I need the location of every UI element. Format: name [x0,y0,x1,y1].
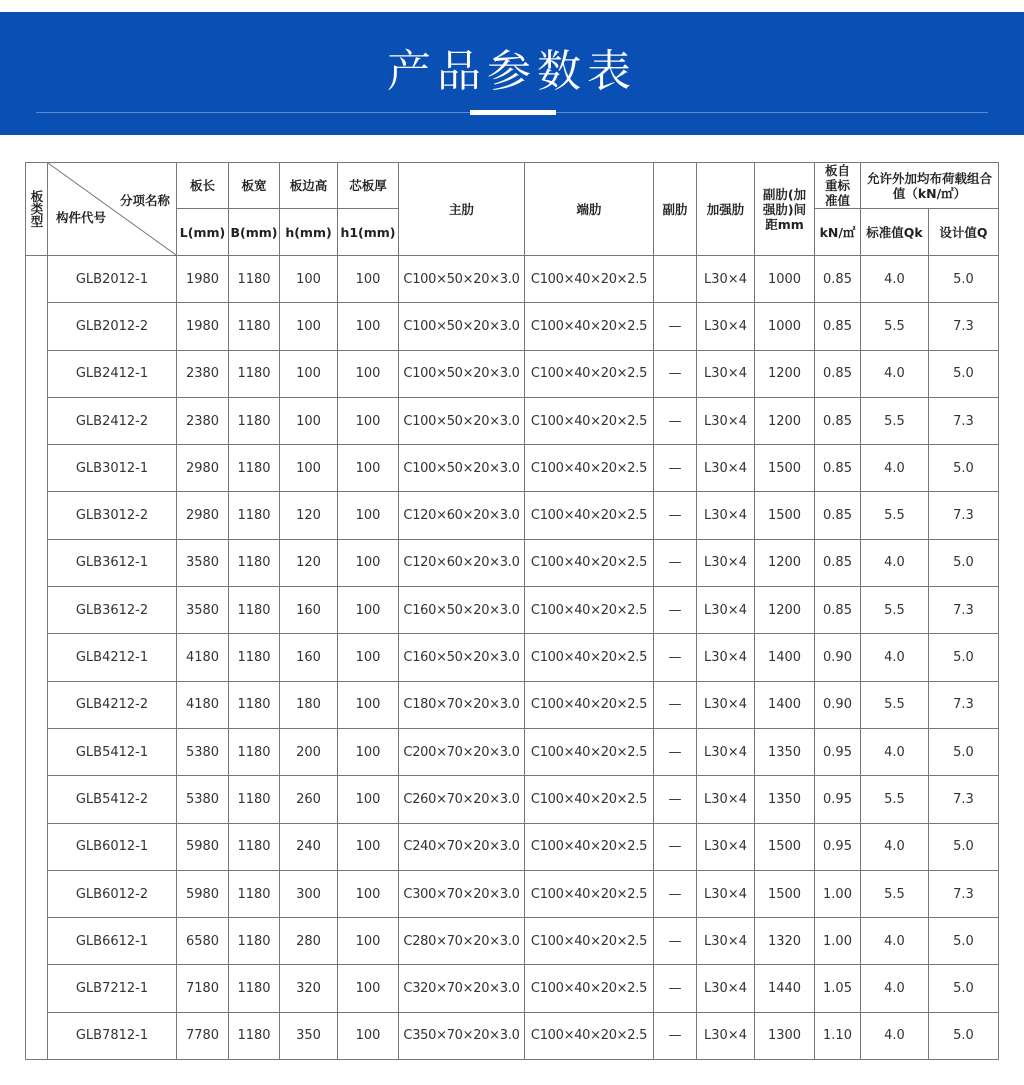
row-load-standard: 5.5 [861,681,929,728]
header-self-weight-unit: kN/㎡ [815,209,861,256]
header-diagonal-cell [48,163,177,256]
row-component-code: GLB6012-1 [48,823,177,870]
banner-accent-bar [470,110,556,115]
row-self-weight: 0.95 [815,728,861,775]
row-main-rib: C100×50×20×3.0 [399,303,525,350]
row-core-thickness: 100 [338,965,399,1012]
row-rib-spacing: 1320 [755,918,815,965]
table-row [26,539,999,586]
row-width: 1180 [229,870,280,917]
row-stiffener: L30×4 [697,492,755,539]
row-main-rib: C120×60×20×3.0 [399,539,525,586]
row-self-weight: 0.85 [815,587,861,634]
row-rib-spacing: 1400 [755,681,815,728]
row-width: 1180 [229,350,280,397]
row-load-design: 5.0 [929,918,999,965]
table-row [26,1012,999,1059]
row-stiffener: L30×4 [697,965,755,1012]
table-row [26,918,999,965]
row-width: 1180 [229,823,280,870]
table-body [26,256,999,1060]
title-banner [0,12,1024,135]
row-core-thickness: 100 [338,634,399,681]
row-secondary-rib: — [654,823,697,870]
row-stiffener: L30×4 [697,539,755,586]
row-rib-spacing: 1200 [755,539,815,586]
header-component-code: 构件代号 [56,210,107,225]
row-rib-spacing: 1000 [755,256,815,303]
header-main-rib: 主肋 [399,163,525,256]
row-load-design: 5.0 [929,728,999,775]
row-load-design: 7.3 [929,870,999,917]
row-rib-spacing: 1500 [755,870,815,917]
row-stiffener: L30×4 [697,397,755,444]
row-component-code: GLB3012-2 [48,492,177,539]
row-self-weight: 0.85 [815,303,861,350]
row-main-rib: C100×50×20×3.0 [399,256,525,303]
row-width: 1180 [229,445,280,492]
row-load-design: 5.0 [929,965,999,1012]
row-end-rib: C100×40×20×2.5 [525,870,654,917]
row-load-design: 7.3 [929,587,999,634]
row-edge-height: 160 [280,587,338,634]
row-length: 1980 [177,303,229,350]
row-length: 2980 [177,492,229,539]
table-row [26,492,999,539]
header-load-standard: 标准值Qk [861,209,929,256]
row-stiffener: L30×4 [697,634,755,681]
row-stiffener: L30×4 [697,445,755,492]
row-stiffener: L30×4 [697,823,755,870]
row-main-rib: C280×70×20×3.0 [399,918,525,965]
row-rib-spacing: 1500 [755,823,815,870]
row-edge-height: 160 [280,634,338,681]
row-self-weight: 1.10 [815,1012,861,1059]
row-stiffener: L30×4 [697,350,755,397]
row-main-rib: C100×50×20×3.0 [399,397,525,444]
row-rib-spacing: 1000 [755,303,815,350]
row-end-rib: C100×40×20×2.5 [525,539,654,586]
row-component-code: GLB3612-1 [48,539,177,586]
row-length: 2380 [177,350,229,397]
row-load-design: 7.3 [929,492,999,539]
row-secondary-rib: — [654,681,697,728]
row-self-weight: 0.95 [815,823,861,870]
row-core-thickness: 100 [338,445,399,492]
row-self-weight: 0.85 [815,397,861,444]
row-core-thickness: 100 [338,728,399,775]
row-edge-height: 100 [280,350,338,397]
row-length: 2380 [177,397,229,444]
row-component-code: GLB6012-2 [48,870,177,917]
row-self-weight: 1.05 [815,965,861,1012]
row-edge-height: 200 [280,728,338,775]
row-stiffener: L30×4 [697,870,755,917]
row-rib-spacing: 1350 [755,776,815,823]
row-length: 6580 [177,918,229,965]
row-rib-spacing: 1200 [755,587,815,634]
row-width: 1180 [229,492,280,539]
row-end-rib: C100×40×20×2.5 [525,681,654,728]
row-end-rib: C100×40×20×2.5 [525,776,654,823]
row-secondary-rib: — [654,728,697,775]
header-stiffener: 加强肋 [697,163,755,256]
row-length: 5380 [177,728,229,775]
row-core-thickness: 100 [338,350,399,397]
table-row [26,634,999,681]
header-item-name: 分项名称 [119,193,170,208]
row-edge-height: 100 [280,256,338,303]
table-row [26,350,999,397]
row-length: 3580 [177,539,229,586]
header-board-type: 板类型 [26,163,48,256]
row-core-thickness: 100 [338,823,399,870]
parameter-table [25,162,999,1060]
header-load-design: 设计值Q [929,209,999,256]
row-secondary-rib [654,256,697,303]
row-main-rib: C120×60×20×3.0 [399,492,525,539]
row-main-rib: C160×50×20×3.0 [399,634,525,681]
row-length: 1980 [177,256,229,303]
row-rib-spacing: 1400 [755,634,815,681]
row-core-thickness: 100 [338,397,399,444]
row-load-standard: 5.5 [861,870,929,917]
row-component-code: GLB3612-2 [48,587,177,634]
row-self-weight: 0.85 [815,350,861,397]
row-component-code: GLB5412-1 [48,728,177,775]
row-self-weight: 1.00 [815,870,861,917]
row-secondary-rib: — [654,587,697,634]
row-load-standard: 4.0 [861,350,929,397]
row-width: 1180 [229,634,280,681]
row-end-rib: C100×40×20×2.5 [525,256,654,303]
row-component-code: GLB7812-1 [48,1012,177,1059]
row-load-standard: 5.5 [861,587,929,634]
row-secondary-rib: — [654,539,697,586]
row-component-code: GLB7212-1 [48,965,177,1012]
row-load-standard: 4.0 [861,823,929,870]
row-self-weight: 0.85 [815,492,861,539]
row-secondary-rib: — [654,492,697,539]
row-load-design: 5.0 [929,350,999,397]
table-row [26,870,999,917]
row-rib-spacing: 1500 [755,445,815,492]
row-end-rib: C100×40×20×2.5 [525,728,654,775]
row-stiffener: L30×4 [697,1012,755,1059]
row-load-standard: 5.5 [861,397,929,444]
row-load-standard: 5.5 [861,776,929,823]
row-component-code: GLB2012-2 [48,303,177,350]
row-component-code: GLB3012-1 [48,445,177,492]
row-end-rib: C100×40×20×2.5 [525,303,654,350]
row-end-rib: C100×40×20×2.5 [525,587,654,634]
row-width: 1180 [229,256,280,303]
row-core-thickness: 100 [338,1012,399,1059]
row-main-rib: C180×70×20×3.0 [399,681,525,728]
row-edge-height: 120 [280,539,338,586]
header-end-rib: 端肋 [525,163,654,256]
row-component-code: GLB4212-1 [48,634,177,681]
table-row [26,397,999,444]
row-secondary-rib: — [654,918,697,965]
board-type-cell [26,256,48,1060]
row-self-weight: 0.85 [815,445,861,492]
header-row-1 [26,163,999,209]
row-main-rib: C100×50×20×3.0 [399,445,525,492]
row-load-standard: 4.0 [861,256,929,303]
row-rib-spacing: 1300 [755,1012,815,1059]
row-length: 4180 [177,681,229,728]
row-rib-spacing: 1350 [755,728,815,775]
row-edge-height: 260 [280,776,338,823]
header-core-thickness-unit: h1(mm) [338,209,399,256]
row-secondary-rib: — [654,350,697,397]
row-main-rib: C160×50×20×3.0 [399,587,525,634]
row-edge-height: 100 [280,303,338,350]
row-load-design: 7.3 [929,397,999,444]
row-load-standard: 4.0 [861,539,929,586]
row-component-code: GLB5412-2 [48,776,177,823]
row-edge-height: 240 [280,823,338,870]
row-main-rib: C350×70×20×3.0 [399,1012,525,1059]
row-end-rib: C100×40×20×2.5 [525,445,654,492]
row-main-rib: C200×70×20×3.0 [399,728,525,775]
row-self-weight: 0.85 [815,539,861,586]
row-length: 7780 [177,1012,229,1059]
table-row [26,587,999,634]
row-load-design: 5.0 [929,256,999,303]
row-length: 2980 [177,445,229,492]
row-secondary-rib: — [654,1012,697,1059]
row-load-standard: 4.0 [861,634,929,681]
row-end-rib: C100×40×20×2.5 [525,918,654,965]
row-length: 5380 [177,776,229,823]
table-row [26,823,999,870]
row-edge-height: 280 [280,918,338,965]
row-edge-height: 300 [280,870,338,917]
row-edge-height: 120 [280,492,338,539]
page-title: 产品参数表 [387,46,637,97]
row-end-rib: C100×40×20×2.5 [525,492,654,539]
header-self-weight: 板自重标准值 [815,163,861,209]
row-edge-height: 320 [280,965,338,1012]
row-load-design: 5.0 [929,445,999,492]
diagonal-line [48,163,176,255]
table-row [26,445,999,492]
row-main-rib: C240×70×20×3.0 [399,823,525,870]
row-length: 5980 [177,870,229,917]
row-width: 1180 [229,776,280,823]
row-width: 1180 [229,397,280,444]
row-rib-spacing: 1200 [755,397,815,444]
row-stiffener: L30×4 [697,776,755,823]
row-load-design: 7.3 [929,776,999,823]
row-stiffener: L30×4 [697,303,755,350]
header-edge-height-unit: h(mm) [280,209,338,256]
header-width-unit: B(mm) [229,209,280,256]
row-end-rib: C100×40×20×2.5 [525,350,654,397]
table-row [26,256,999,303]
row-self-weight: 0.85 [815,256,861,303]
row-component-code: GLB2412-1 [48,350,177,397]
row-core-thickness: 100 [338,681,399,728]
row-self-weight: 0.90 [815,681,861,728]
row-load-design: 7.3 [929,303,999,350]
table-row [26,303,999,350]
row-width: 1180 [229,587,280,634]
row-component-code: GLB6612-1 [48,918,177,965]
row-self-weight: 0.90 [815,634,861,681]
header-edge-height: 板边高 [280,163,338,209]
row-length: 5980 [177,823,229,870]
row-core-thickness: 100 [338,587,399,634]
row-load-standard: 4.0 [861,918,929,965]
row-load-design: 5.0 [929,823,999,870]
row-stiffener: L30×4 [697,728,755,775]
row-width: 1180 [229,303,280,350]
header-length: 板长 [177,163,229,209]
row-load-standard: 4.0 [861,1012,929,1059]
row-component-code: GLB2412-2 [48,397,177,444]
row-load-standard: 4.0 [861,965,929,1012]
row-core-thickness: 100 [338,776,399,823]
row-secondary-rib: — [654,303,697,350]
header-core-thickness: 芯板厚 [338,163,399,209]
row-self-weight: 0.95 [815,776,861,823]
table-row [26,776,999,823]
row-core-thickness: 100 [338,303,399,350]
row-secondary-rib: — [654,870,697,917]
row-load-design: 7.3 [929,681,999,728]
row-end-rib: C100×40×20×2.5 [525,634,654,681]
row-end-rib: C100×40×20×2.5 [525,965,654,1012]
row-length: 4180 [177,634,229,681]
row-width: 1180 [229,1012,280,1059]
row-width: 1180 [229,918,280,965]
row-rib-spacing: 1440 [755,965,815,1012]
row-edge-height: 180 [280,681,338,728]
row-length: 7180 [177,965,229,1012]
row-main-rib: C100×50×20×3.0 [399,350,525,397]
row-secondary-rib: — [654,445,697,492]
row-secondary-rib: — [654,776,697,823]
row-edge-height: 100 [280,397,338,444]
row-end-rib: C100×40×20×2.5 [525,1012,654,1059]
header-length-unit: L(mm) [177,209,229,256]
row-load-standard: 4.0 [861,728,929,775]
table-row [26,728,999,775]
row-edge-height: 350 [280,1012,338,1059]
row-secondary-rib: — [654,397,697,444]
row-load-design: 5.0 [929,1012,999,1059]
row-length: 3580 [177,587,229,634]
row-core-thickness: 100 [338,870,399,917]
row-core-thickness: 100 [338,918,399,965]
row-secondary-rib: — [654,634,697,681]
table-row [26,965,999,1012]
row-core-thickness: 100 [338,256,399,303]
row-core-thickness: 100 [338,539,399,586]
row-secondary-rib: — [654,965,697,1012]
row-load-standard: 5.5 [861,303,929,350]
row-stiffener: L30×4 [697,256,755,303]
row-stiffener: L30×4 [697,681,755,728]
row-end-rib: C100×40×20×2.5 [525,823,654,870]
row-edge-height: 100 [280,445,338,492]
row-load-standard: 4.0 [861,445,929,492]
row-load-design: 5.0 [929,539,999,586]
row-rib-spacing: 1200 [755,350,815,397]
row-stiffener: L30×4 [697,587,755,634]
table-row [26,681,999,728]
header-secondary-rib: 副肋 [654,163,697,256]
row-width: 1180 [229,965,280,1012]
row-load-design: 5.0 [929,634,999,681]
row-main-rib: C300×70×20×3.0 [399,870,525,917]
header-load-group: 允许外加均布荷载组合值（kN/㎡） [861,163,999,209]
row-component-code: GLB4212-2 [48,681,177,728]
row-end-rib: C100×40×20×2.5 [525,397,654,444]
row-main-rib: C260×70×20×3.0 [399,776,525,823]
row-component-code: GLB2012-1 [48,256,177,303]
row-width: 1180 [229,728,280,775]
header-width: 板宽 [229,163,280,209]
row-load-standard: 5.5 [861,492,929,539]
row-main-rib: C320×70×20×3.0 [399,965,525,1012]
row-rib-spacing: 1500 [755,492,815,539]
row-self-weight: 1.00 [815,918,861,965]
row-width: 1180 [229,539,280,586]
header-rib-spacing: 副肋(加强肋)间距mm [755,163,815,256]
row-core-thickness: 100 [338,492,399,539]
row-stiffener: L30×4 [697,918,755,965]
row-width: 1180 [229,681,280,728]
